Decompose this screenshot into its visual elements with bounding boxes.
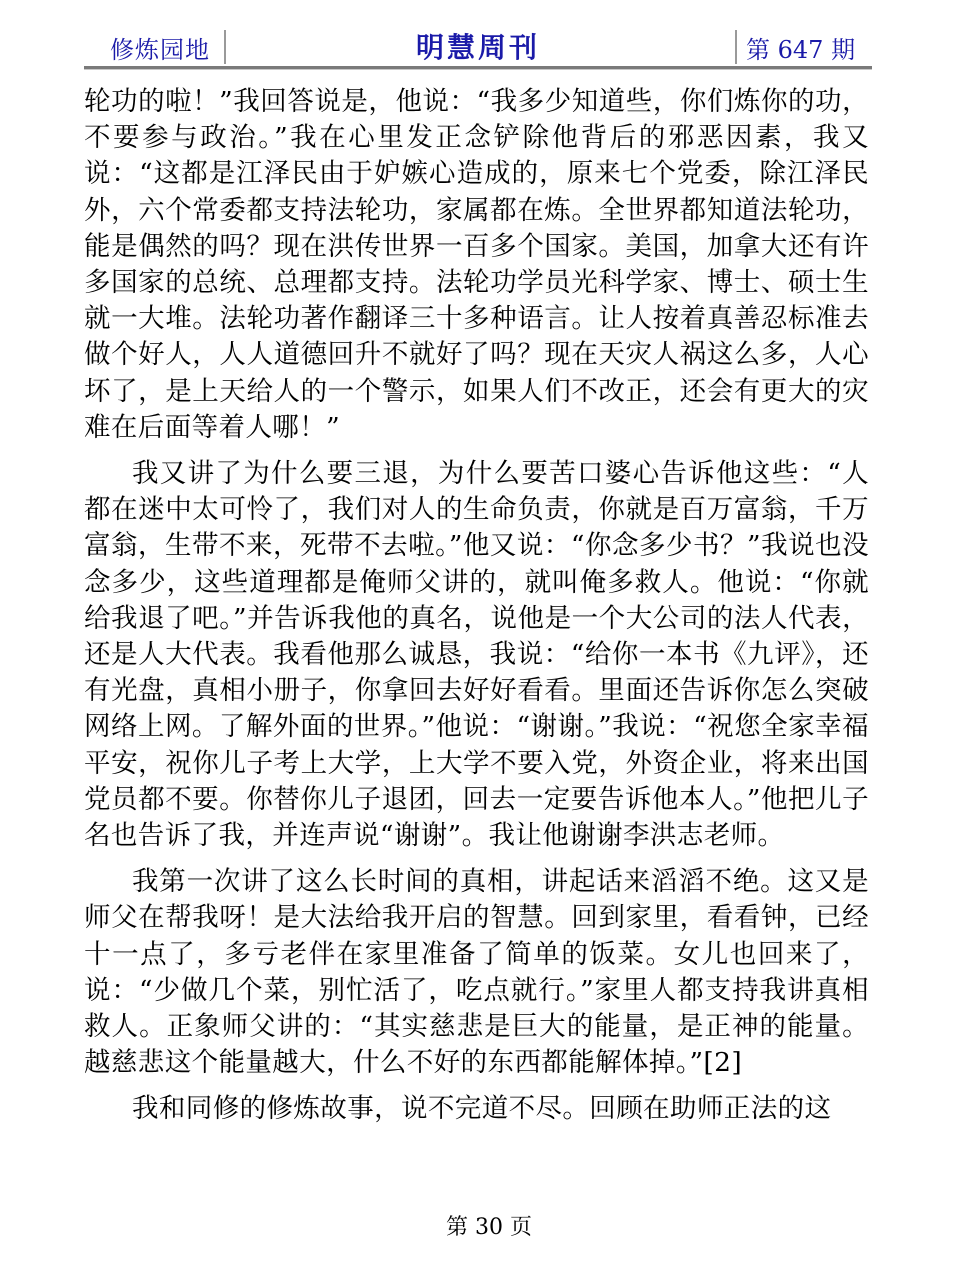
paragraph: 我和同修的修炼故事，说不完道不尽。回顾在助师正法的这 (132, 1093, 832, 1125)
publication-title: 明慧周刊 (415, 31, 540, 64)
page-number: 第 30 页 (446, 1215, 532, 1240)
section-name: 修炼园地 (110, 36, 210, 64)
header-rule (84, 66, 872, 70)
issue-number: 第 647 期 (746, 36, 856, 64)
paragraph-continued: 轮功的啦！”我回答说是，他说：“我多少知道些，你们炼你的功，不要参与政治。”我在心里发正念铲除他背后的邪恶因素，我又说：“这都是江泽民由于妒嫉心造成的，原来七个党委，除江泽民外，六个常委都支持法轮功，家属都在炼。全世界都知道法轮功，能是偶然的吗？现在洪传世界一百多个国家。美国，加拿大还有许多国家的总统、总理都支持。法轮功学员光科学家、博士、硕士生就一大堆。法轮功著作翻译三十多种语言。让人按着真善忍标准去做个好人，人人道德回升不就好了吗？现在天灾人祸这么多，人心坏了，是上天给人的一个警示，如果人们不改正，还会有更大的灾难在后面等着人哪！” (84, 86, 869, 443)
header-divider-right (735, 30, 737, 64)
article-body (84, 84, 869, 1128)
page-header (84, 26, 872, 66)
paragraph: 我又讲了为什么要三退，为什么要苦口婆心告诉他这些：“人都在迷中太可怜了，我们对人的生命负责，你就是百万富翁，千万富翁，生带不来，死带不去啦。”他又说：“你念多少书？”我说也没念多少，这些道理都是俺师父讲的，就叫俺多救人。他说：“你就给我退了吧。”并告诉我他的真名，说他是一个大公司的法人代表，还是人大代表。我看他那么诚恳，我说：“给你一本书《九评》，还有光盘，真相小册子，你拿回去好好看看。里面还告诉你怎么突破网络上网。了解外面的世界。”他说：“谢谢。”我说：“祝您全家幸福平安，祝你儿子考上大学，上大学不要入党，外资企业，将来出国党员都不要。你替你儿子退团，回去一定要告诉他本人。”他把儿子名也告诉了我，并连声说“谢谢”。我让他谢谢李洪志老师。 (84, 458, 869, 852)
paragraph: 我第一次讲了这么长时间的真相，讲起话来滔滔不绝。这又是师父在帮我呀！是大法给我开启的智慧。回到家里，看看钟，已经十一点了，多亏老伴在家里准备了简单的饭菜。女儿也回来了，说：“少做几个菜，别忙活了，吃点就行。”家里人都支持我讲真相救人。正象师父讲的：“其实慈悲是巨大的能量，是正神的能量。越慈悲这个能量越大，什么不好的东西都能解体掉。”[2] (84, 866, 869, 1079)
